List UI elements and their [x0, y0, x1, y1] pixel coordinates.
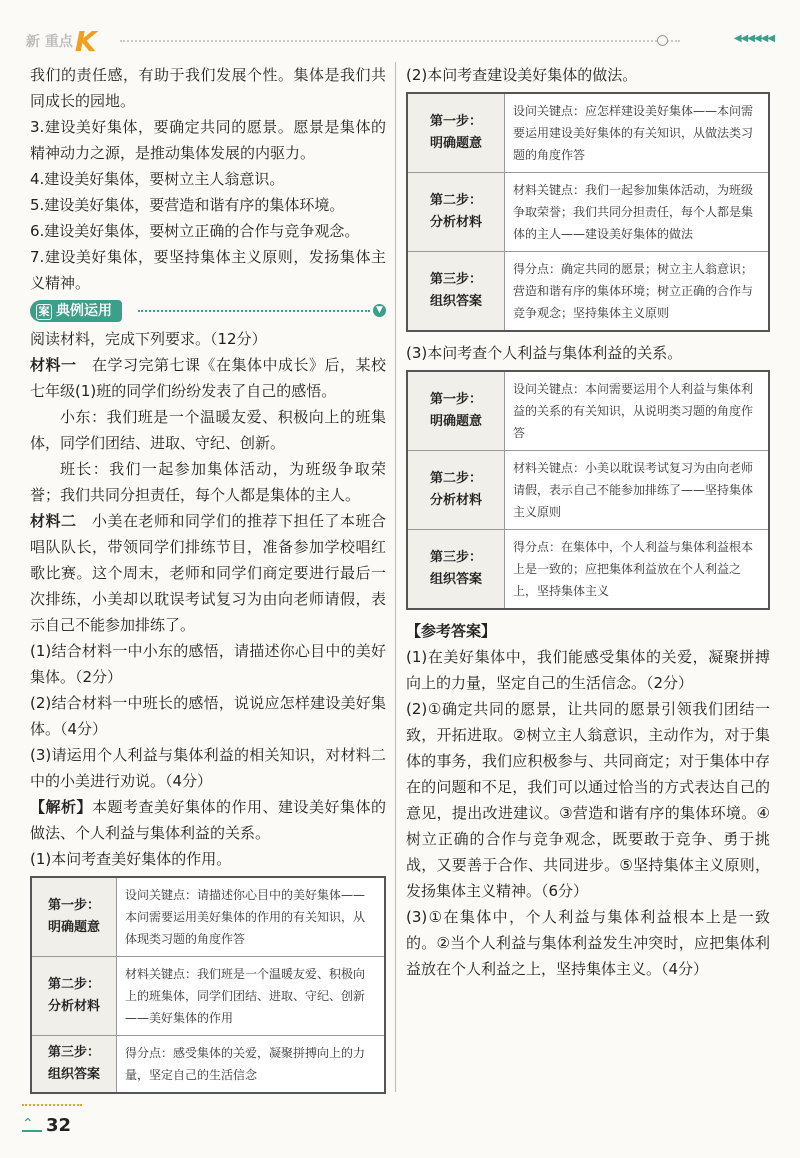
table-row: [31, 1036, 385, 1094]
table-row: [31, 877, 385, 957]
table-row: [407, 173, 769, 252]
case-icon: 案: [36, 304, 52, 320]
material-two-label: 材料二: [30, 512, 77, 530]
question-1: (1)结合材料一中小东的感悟，请描述你心目中的美好集体。（2分）: [30, 642, 386, 686]
step-content: 设问关键点：请描述你心目中的美好集体——本问需要运用美好集体的作用的有关知识，从体现类习题的角度作答: [117, 877, 386, 957]
sub-question-2-note: (2)本问考查建设美好集体的做法。: [406, 66, 638, 84]
answer-2: (2)①确定共同的愿景，让共同的愿景引领我们团结一致，开拓进取。②树立主人翁意识，主动作为，对于集体的事务，我们应积极参与、共同商定；对于集体中存在的问题和不足，我们可以通过恰当的方式表达自己的意见，提出改进建议。③营造和谐有序的集体环境。④树立正确的合作与竞争观念，既要敢于竞争、勇于挑战，又要善于合作、共同进步。⑤坚持集体主义原则，发扬集体主义精神。（6分）: [406, 700, 770, 900]
step-content: 得分点：感受集体的关爱，凝聚拼搏向上的力量，坚定自己的生活信念: [117, 1036, 386, 1094]
header-dot-icon: [657, 35, 668, 46]
step-title: 明确题意: [429, 414, 482, 429]
material-two: [30, 508, 386, 638]
step-content: 设问关键点：应怎样建设美好集体——本问需要运用建设美好集体的有关知识，从做法类习题的角度作答: [505, 93, 770, 173]
mountain-icon: ⌃: [22, 1118, 42, 1132]
step-number: 第一步：: [429, 114, 482, 129]
header-arrows-icon: ◀◀◀◀◀◀: [733, 33, 774, 44]
footer-dotted-line: [22, 1104, 82, 1106]
step-content: 材料关键点：我们一起参加集体活动，为班级争取荣誉；我们共同分担责任，每个人都是集体的主人——建设美好集体的做法: [505, 173, 770, 252]
table-row: [407, 252, 769, 332]
logo-letter: K: [74, 24, 97, 58]
steps-table-3: [406, 370, 770, 610]
step-title: 分析材料: [429, 215, 482, 230]
answer-1: (1)在美好集体中，我们能感受集体的关爱，凝聚拼搏向上的力量，坚定自己的生活信念。（2分）: [406, 648, 770, 692]
step-content: 设问关键点：本问需要运用个人利益与集体利益的关系的有关知识，从说明类习题的角度作答: [505, 371, 770, 451]
step-title: 明确题意: [429, 136, 482, 151]
step-key: [407, 173, 505, 252]
step-number: 第一步：: [429, 392, 482, 407]
page-number: 32: [46, 1114, 72, 1136]
paragraph: 5.建设美好集体，要营造和谐有序的集体环境。: [30, 196, 345, 214]
step-title: 分析材料: [429, 493, 482, 508]
left-column: [30, 62, 386, 1102]
step-key: [407, 451, 505, 530]
step-key: [407, 371, 505, 451]
answer-heading: 【参考答案】: [406, 622, 497, 640]
step-key: [407, 93, 505, 173]
sub-question-1-note: (1)本问考查美好集体的作用。: [30, 850, 232, 868]
step-title: 组织答案: [429, 294, 482, 309]
steps-table-2: [406, 92, 770, 332]
step-number: 第一步：: [47, 898, 100, 913]
table-row: [407, 451, 769, 530]
paragraph: 4.建设美好集体，要树立主人翁意识。: [30, 170, 285, 188]
chevron-down-icon: ▼: [373, 304, 386, 317]
step-content: 得分点：确定共同的愿景；树立主人翁意识；营造和谐有序的集体环境；树立正确的合作与竞争观念；坚持集体主义原则: [505, 252, 770, 332]
monitor-quote: 班长：我们一起参加集体活动，为班级争取荣誉；我们共同分担责任，每个人都是集体的主人。: [30, 460, 386, 504]
paragraph: 3.建设美好集体，要确定共同的愿景。愿景是集体的精神动力之源，是推动集体发展的内驱力。: [30, 118, 386, 162]
xiaodong-quote: 小东：我们班是一个温暖友爱、积极向上的班集体，同学们团结、进取、守纪、创新。: [30, 408, 386, 452]
step-key: [407, 252, 505, 332]
example-label: [30, 300, 122, 322]
material-one: [30, 352, 386, 404]
answer-3: (3)①在集体中，个人利益与集体利益根本上是一致的。②当个人利益与集体利益发生冲突时，应把集体利益放在个人利益之上，坚持集体主义。（4分）: [406, 908, 770, 978]
question-intro: 阅读材料，完成下列要求。（12分）: [30, 330, 267, 348]
table-row: [407, 371, 769, 451]
step-content: 材料关键点：我们班是一个温暖友爱、积极向上的班集体，同学们团结、进取、守纪、创新——美好集体的作用: [117, 957, 386, 1036]
step-content: 材料关键点：小美以耽误考试复习为由向老师请假，表示自己不能参加排练了——坚持集体主义原则: [505, 451, 770, 530]
table-row: [407, 93, 769, 173]
step-key: [31, 957, 117, 1036]
page-header: [0, 0, 800, 60]
step-title: 分析材料: [47, 999, 100, 1014]
step-key: [407, 530, 505, 610]
right-column: [406, 62, 770, 982]
step-content: 得分点：在集体中，个人利益与集体利益根本上是一致的；应把集体利益放在个人利益之上，坚持集体主义: [505, 530, 770, 610]
header-dotted-line: [120, 40, 680, 42]
series-logo: [26, 24, 99, 58]
step-key: [31, 877, 117, 957]
analysis-label: 【解析】: [30, 798, 92, 816]
step-number: 第二步：: [429, 471, 482, 486]
column-divider: [395, 62, 396, 1092]
example-label-text: 典例运用: [56, 303, 112, 319]
material-one-text: 在学习完第七课《在集体中成长》后，某校七年级(1)班的同学们纷纷发表了自己的感悟。: [30, 356, 386, 400]
sub-question-3-note: (3)本问考查个人利益与集体利益的关系。: [406, 344, 683, 362]
step-key: [31, 1036, 117, 1094]
paragraph: 7.建设美好集体，要坚持集体主义原则，发扬集体主义精神。: [30, 248, 386, 292]
step-number: 第二步：: [429, 193, 482, 208]
paragraph: 6.建设美好集体，要树立正确的合作与竞争观念。: [30, 222, 360, 240]
analysis: [30, 794, 386, 846]
step-title: 组织答案: [47, 1067, 100, 1082]
example-dotted-line: [138, 310, 370, 312]
step-title: 明确题意: [47, 920, 100, 935]
material-one-label: 材料一: [30, 356, 77, 374]
example-section-header: [30, 300, 386, 322]
table-row: [407, 530, 769, 610]
step-number: 第三步：: [429, 550, 482, 565]
step-title: 组织答案: [429, 572, 482, 587]
paragraph: 我们的责任感，有助于我们发展个性。集体是我们共同成长的园地。: [30, 66, 386, 110]
material-two-text: 小美在老师和同学们的推荐下担任了本班合唱队队长，带领同学们排练节目，准备参加学校唱红歌比赛。这个周末，老师和同学们商定要进行最后一次排练，小美却以耽误考试复习为由向老师请假，表示自己不能参加排练了。: [30, 512, 386, 634]
steps-table-1: [30, 876, 386, 1094]
step-number: 第三步：: [429, 272, 482, 287]
logo-text: 新 重点: [26, 34, 73, 50]
analysis-text: 本题考查美好集体的作用、建设美好集体的做法、个人利益与集体利益的关系。: [30, 798, 386, 842]
step-number: 第二步：: [47, 977, 100, 992]
page-number-block: [22, 1110, 71, 1140]
question-3: (3)请运用个人利益与集体利益的相关知识，对材料二中的小美进行劝说。（4分）: [30, 746, 386, 790]
table-row: [31, 957, 385, 1036]
step-number: 第三步：: [47, 1045, 100, 1060]
question-2: (2)结合材料一中班长的感悟，说说应怎样建设美好集体。（4分）: [30, 694, 386, 738]
